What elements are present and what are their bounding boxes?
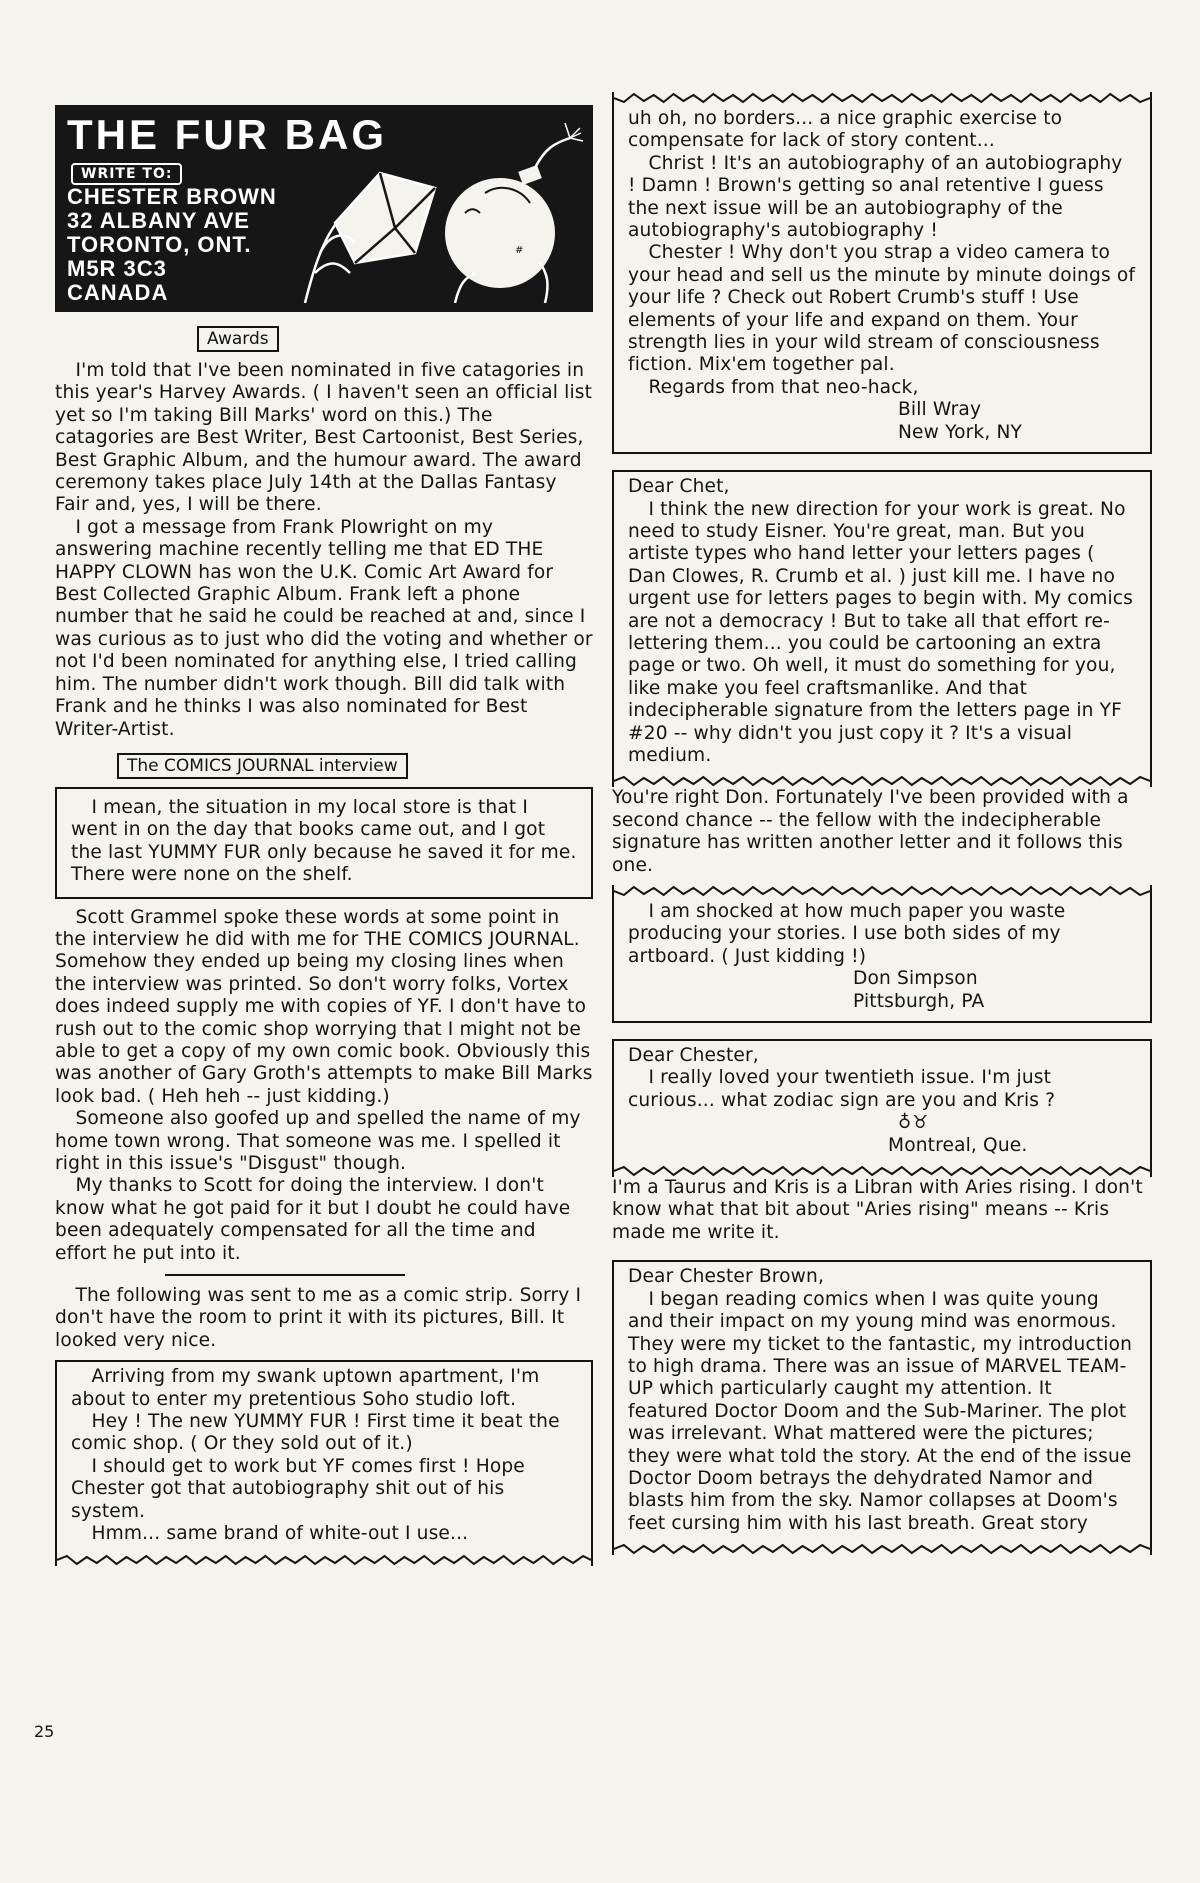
salutation: Dear Chet, (628, 476, 730, 498)
signature-name: Bill Wray (898, 399, 982, 421)
right-column (612, 92, 1152, 1555)
address-line: TORONTO, ONT. (67, 232, 252, 257)
envelope-and-bomb-illustration (285, 113, 585, 303)
signature-place: Montreal, Que. (888, 1134, 1028, 1156)
torn-edge (614, 92, 1150, 104)
awards-section-label: Awards (197, 326, 279, 352)
page-number: 25 (34, 1722, 55, 1741)
left-column (55, 105, 593, 1566)
simpson-letter (612, 885, 1152, 1023)
write-to-label: WRITE TO: (71, 163, 182, 185)
banner-title: THE FUR BAG (67, 111, 387, 158)
don-reply (612, 787, 1152, 877)
strip-letter-box (55, 1360, 593, 1565)
signature-name: Don Simpson (853, 968, 978, 990)
torn-edge (614, 1543, 1150, 1555)
envelope-hand-icon (305, 173, 435, 303)
taurus-reply (612, 1177, 1152, 1244)
paragraph: I'm a Taurus and Kris is a Libran with Aries rising. I don't know what that bit about "Aries rising" means -- Kris made me write it. (612, 1177, 1143, 1243)
torn-edge (614, 1165, 1150, 1177)
paragraph: The following was sent to me as a comic strip. Sorry I don't have the room to print it with its pictures, Bill. It looked very nice. (55, 1285, 582, 1351)
tcj-section-label: The COMICS JOURNAL interview (117, 753, 408, 779)
address-line: M5R 3C3 (67, 256, 167, 281)
salutation: Dear Chester, (628, 1045, 759, 1067)
salutation: Dear Chester Brown, (628, 1266, 825, 1288)
svg-text:#: # (515, 245, 524, 256)
bill-wray-letter (612, 92, 1152, 454)
tcj-quote-box (55, 787, 593, 899)
quote-text: I mean, the situation in my local store is that I went in on the day that books came out, and I got the last YUMMY FUR only because he saved it for me. There were none on the shelf. (71, 796, 577, 886)
address-line: CHESTER BROWN (67, 184, 277, 209)
paragraph: Hey ! The new YUMMY FUR ! First time it beat the comic shop. ( Or they sold out of it.) (71, 1411, 560, 1455)
paragraph: I began reading comics when I was quite young and their impact on my young mind was enormous. They were my ticket to the fantastic, my introduction to high drama. There was an issue of MARVEL TEAM-UP which particularly caught my attention. It featured Doctor Doom and the Sub-Mariner. The plot was irrelevant. What mattered were the pictures; they were what told the story. At the end of the issue Doctor Doom betrays the dehydrated Namor and blasts him from the sky. Namor collapses at Doom's feet cursing him with his last breath. Great story (628, 1288, 1133, 1534)
paragraph: Arriving from my swank uptown apartment, I'm about to enter my pretentious Soho studio loft. (71, 1366, 540, 1410)
bomb-icon (445, 123, 583, 288)
paragraph: I think the new direction for your work is great. No need to study Eisner. You're great, man. But you artiste types who hand letter your letters pages ( Dan Clowes, R. Crumb et al. ) just kill me. I have no urgent use for letters pages to begin with. My comics are not a democracy ! But to take all that effort re-lettering them... you could be cartooning an extra page or two. Oh well, it must do something for you, like make you feel craftsmanlike. And that indecipherable signature from the letters page in YF #20 -- why didn't you just copy it ? It's a visual medium. (628, 498, 1133, 766)
paragraph: Someone also goofed up and spelled the name of my home town wrong. That someone was me. I spelled it right in this issue's "Disgust" though. (55, 1108, 581, 1174)
paragraph: Chester ! Why don't you strap a video camera to your head and sell us the minute by minute doings of your life ? Check out Robert Crumb's stuff ! Use elements of your life and expand on them. Your strength lies in your wild stream of consciousness fiction. Mix'em together pal. (628, 242, 1136, 376)
torn-edge (614, 775, 1150, 787)
paragraph: You're right Don. Fortunately I've been provided with a second chance -- the fellow with the indecipherable signature has written another letter and it follows this one. (612, 787, 1129, 876)
don-letter (612, 470, 1152, 787)
montreal-letter (612, 1039, 1152, 1177)
address-line: CANADA (67, 280, 169, 305)
paragraph: Christ ! It's an autobiography of an autobiography ! Damn ! Brown's getting so anal retentive I guess the next issue will be an autobiography of the autobiography's autobiography ! (628, 152, 1123, 242)
paragraph: Hmm... same brand of white-out I use... (91, 1523, 469, 1545)
paragraph: I should get to work but YF comes first ! Hope Chester got that autobiography shit out of his system. (71, 1455, 525, 1522)
strip-intro (55, 1285, 593, 1352)
paragraph: I got a message from Frank Plowright on my answering machine recently telling me that ED THE HAPPY CLOWN has won the U.K. Comic Art Award for Best Collected Graphic Album. Frank left a phone number that he said he could be reached at and, since I was curious as to just who did the voting and whether or not I'd been nominated for anything else, I tried calling him. The number didn't work though. Bill did talk with Frank and he thinks I was also nominated for Best Writer-Artist. (55, 516, 593, 740)
address-line: 32 ALBANY AVE (67, 208, 250, 233)
zodiac-signature-symbols: ♁♉ (898, 1112, 930, 1134)
mailing-address (67, 185, 277, 305)
torn-edge (614, 885, 1150, 897)
fur-bag-banner (55, 105, 593, 312)
paragraph: I really loved your twentieth issue. I'm just curious... what zodiac sign are you and Kris ? (628, 1067, 1056, 1111)
chester-brown-letter (612, 1260, 1152, 1555)
signature-place: Pittsburgh, PA (853, 990, 985, 1012)
paragraph: Scott Grammel spoke these words at some point in the interview he did with me for THE COMICS JOURNAL. Somehow they ended up being my closing lines when the interview was printed. So don't worry folks, Vortex does indeed supply me with copies of YF. I don't have to rush out to the comic shop worrying that I might not be able to get a copy of my own comic book. Obviously this was another of Gary Groth's attempts to make Bill Marks look bad. ( Heh heh -- just kidding.) (55, 906, 593, 1107)
paragraph: My thanks to Scott for doing the interview. I don't know what he got paid for it but I doubt he could have been adequately compensated for all the time and effort he put into it. (55, 1175, 571, 1264)
signature-place: New York, NY (898, 421, 1023, 443)
awards-section (55, 360, 593, 741)
tcj-section (55, 907, 593, 1266)
paragraph: I am shocked at how much paper you waste producing your stories. I use both sides of my artboard. ( Just kidding !) (628, 901, 1066, 967)
torn-edge (57, 1554, 591, 1566)
paragraph: Regards from that neo-hack, (648, 376, 919, 398)
paragraph: uh oh, no borders... a nice graphic exercise to compensate for lack of story content... (628, 108, 1063, 152)
paragraph: I'm told that I've been nominated in five catagories in this year's Harvey Awards. ( I haven't seen an official list yet so I'm taking Bill Marks' word on this.) The catagories are Best Writer, Best Cartoonist, Best Series, Best Graphic Album, and the humour award. The award ceremony takes place July 14th at the Dallas Fantasy Fair and, yes, I will be there. (55, 360, 593, 516)
